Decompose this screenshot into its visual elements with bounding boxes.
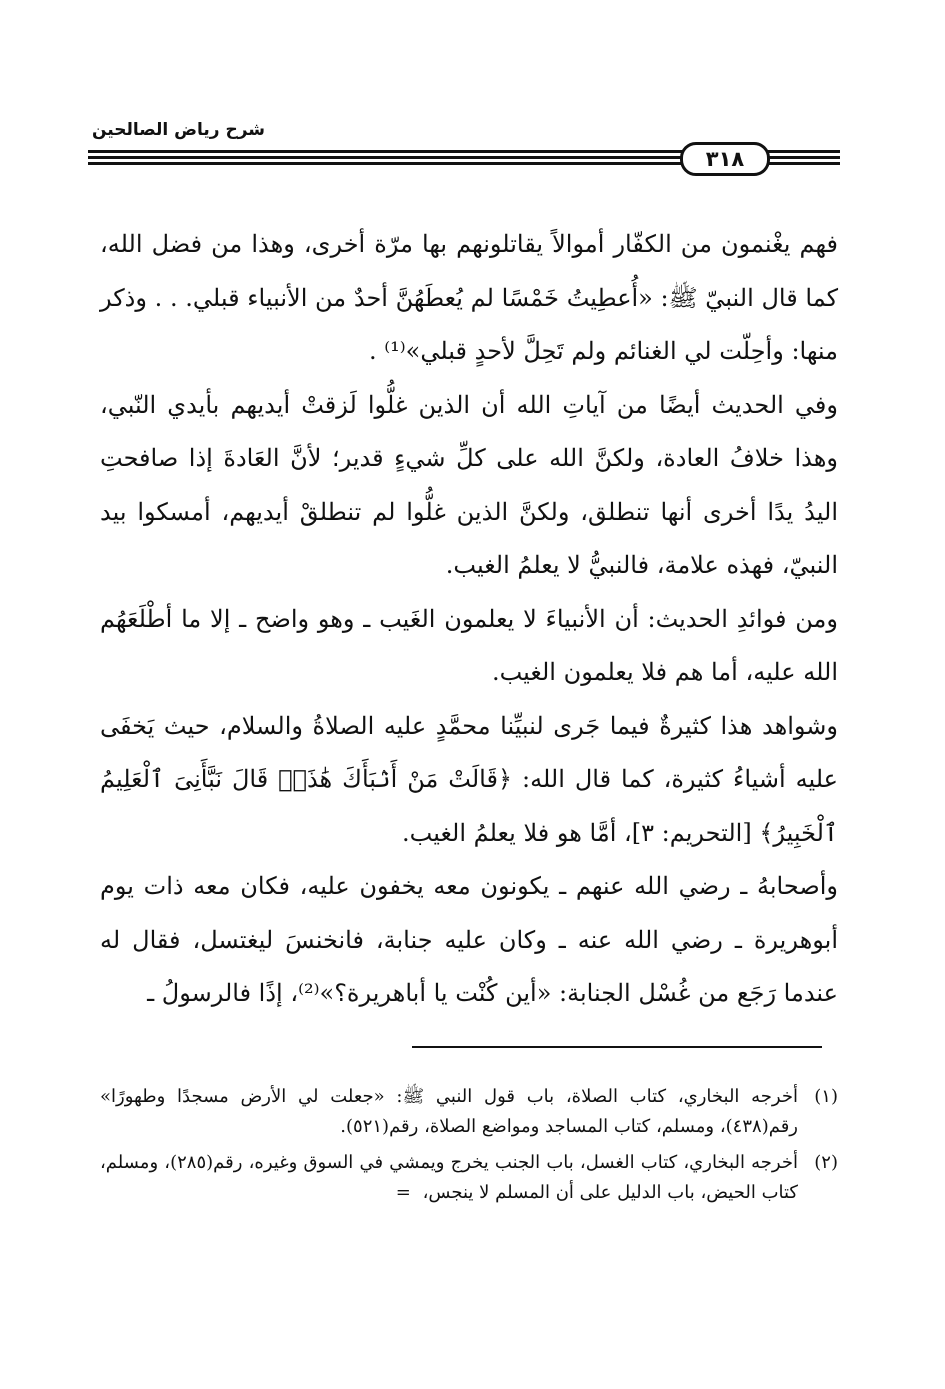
paragraph: وفي الحديث أيضًا من آياتِ الله أن الذين غلُّوا لَزقتْ أيديهم بأيدي النّبي، وهذا خلافُ العادة، ولكنَّ الله على كلِّ شيءٍ قدير؛ لأنَّ العَادةَ إذا صافحتِ اليدُ يدًا أخرى أنها تنطلق، ولكنَّ الذين غلُّوا لم تنطلقْ أيديهم، أمسكوا بيد النبيّ، فهذه علامة، فالنبيُّ لا يعلمُ الغيب. <box>100 390 838 579</box>
paragraph: ومن فوائدِ الحديث: أن الأنبياءَ لا يعلمون الغَيب ـ وهو واضح ـ إلا ما أطْلَعَهُم الله عليه، أما هم فلا يعلمون الغيب. <box>100 604 838 686</box>
footnote-body: أخرجه البخاري، كتاب الغسل، باب الجنب يخرج ويمشي في السوق وغيره، رقم(٢٨٥)، ومسلم، كتاب الحيض، باب الدليل على أن المسلم لا ينجس، <box>100 1152 798 1203</box>
footnote-number: (١) <box>814 1086 838 1107</box>
main-text <box>100 218 838 1021</box>
footnote-number: (٢) <box>814 1152 838 1173</box>
footnotes <box>100 1082 838 1214</box>
footnote-text: أخرجه البخاري، كتاب الصلاة، باب قول النبي ﷺ: «جعلت لي الأرض مسجدًا وطهورًا» رقم(٤٣٨)، ومسلم، كتاب المساجد ومواضع الصلاة، رقم(٥٢١). <box>100 1086 798 1137</box>
continuation-mark: = <box>395 1182 411 1203</box>
page-number: ٣١٨ <box>680 142 770 176</box>
paragraph: وأصحابهُ ـ رضي الله عنهم ـ يكونون معه يخفون عليه، فكان معه ذات يوم أبوهريرة ـ رضي الله عنه ـ وكان عليه جنابة، فانخنسَ ليغتسل، فقال له عندما رَجَع من غُسْل الجنابة: «أين كُنْت يا أباهريرة؟»⁽²⁾، إذًا فالرسولُ ـ <box>100 872 839 1007</box>
paragraph: فهم يغْنمون من الكفّار أموالاً يقاتلونهم بها مرّة أخرى، وهذا من فضل الله، كما قال النبيّ ﷺ: «أُعطِيتُ خَمْسًا لم يُعطَهُنَّ أحدٌ من الأنبياء قبلي. . . وذكر منها: وأحِلّت لي الغنائم ولم تَحِلَّ لأحدٍ قبلي»⁽¹⁾ . <box>100 230 838 365</box>
footnote-text <box>100 1148 798 1208</box>
footnote <box>100 1148 838 1208</box>
page-header <box>88 116 840 180</box>
footnote-separator <box>412 1046 822 1048</box>
paragraph: وشواهد هذا كثيرةٌ فيما جَرى لنبيِّنا محمَّدٍ عليه الصلاةُ والسلام، حيث يَخفَى عليه أشياءُ كثيرة، كما قال الله: ﴿قَالَتْ مَنْ أَنۢبَأَكَ هَٰذَاۖ قَالَ نَبَّأَنِىَ ٱلْعَلِيمُ ٱلْخَبِيرُ﴾ [التحريم: ٣]، أمَّا هو فلا يعلمُ الغيب. <box>100 711 838 847</box>
running-title: شرح رياض الصالحين <box>92 120 266 140</box>
footnote <box>100 1082 838 1142</box>
